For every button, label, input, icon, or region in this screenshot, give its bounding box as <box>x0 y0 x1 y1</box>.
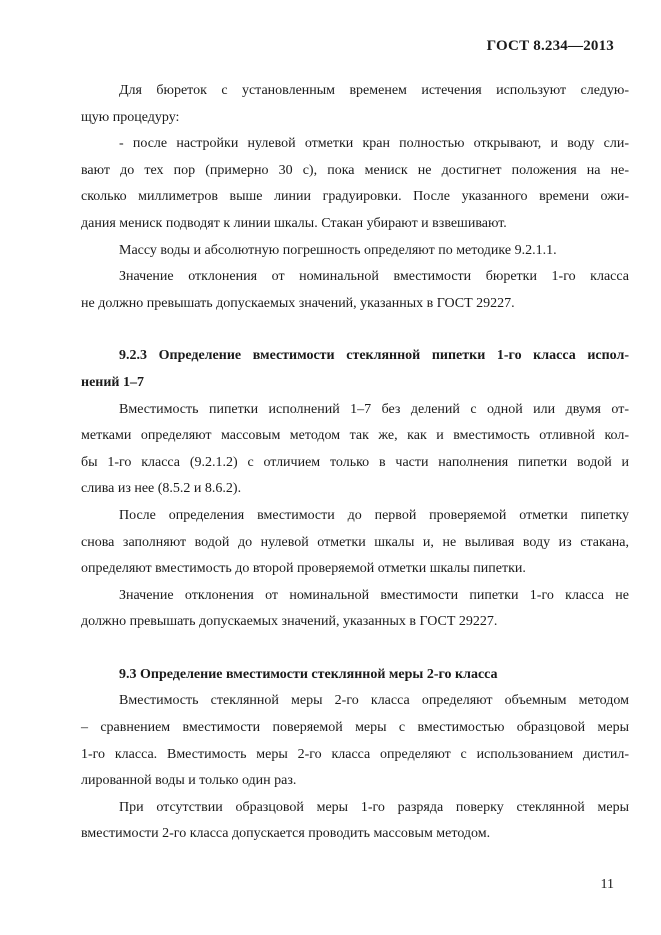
text-line: Значение отклонения от номинальной вместимости пипетки 1-го класса не <box>119 587 629 603</box>
text-line: лированной воды и только один раз. <box>81 773 297 789</box>
text-line: не должно превышать допускаемых значений, указанных в ГОСТ 29227. <box>81 295 515 311</box>
text-line: щую процедуру: <box>81 109 180 125</box>
paragraph-pipette-deviation <box>81 583 629 636</box>
heading-line: нений 1–7 <box>81 374 144 390</box>
paragraph-burette-procedure-intro <box>81 78 629 131</box>
text-line: После определения вместимости до первой проверяемой отметки пипетку <box>119 507 629 523</box>
text-line: снова заполняют водой до нулевой отметки шкалы и, не выливая воду из стакана, <box>81 534 629 550</box>
text-line: – сравнением вместимости поверяемой меры с вместимостью образцовой меры <box>81 720 629 736</box>
text-line: Массу воды и абсолютную погрешность определяют по методике 9.2.1.1. <box>119 242 557 258</box>
document-body <box>81 78 629 848</box>
paragraph-class2-volumetric <box>81 688 629 794</box>
text-line: вают до тех пор (примерно 30 с), пока мениск не достигнет положения на не- <box>81 162 629 178</box>
paragraph-gap <box>81 317 629 343</box>
heading-line: 9.3 Определение вместимости стеклянной меры 2-го класса <box>119 666 498 682</box>
text-line: - после настройки нулевой отметки кран полностью открывают, и воду сли- <box>119 136 629 152</box>
section-heading-9-3 <box>81 662 629 689</box>
paragraph-mass-method <box>81 238 629 265</box>
text-line: Вместимость пипетки исполнений 1–7 без делений с одной или двумя от- <box>119 401 629 417</box>
text-line: бы 1-го класса (9.2.1.2) с отличием только в части наполнения пипетки водой и <box>81 454 629 470</box>
paragraph-class2-mass-method <box>81 795 629 848</box>
text-line: определяют вместимость до второй проверяемой отметки шкалы пипетки. <box>81 561 526 577</box>
text-line: Значение отклонения от номинальной вместимости бюретки 1-го класса <box>119 269 629 285</box>
paragraph-burette-deviation <box>81 264 629 317</box>
text-line: Вместимость стеклянной меры 2-го класса определяют объемным методом <box>119 693 629 709</box>
paragraph-pipette-second-mark <box>81 503 629 583</box>
text-line: метками определяют массовым методом так же, как и вместимость отливной кол- <box>81 428 629 444</box>
text-line: 1-го класса. Вместимость меры 2-го класса определяют с использованием дистил- <box>81 746 629 762</box>
text-line: При отсутствии образцовой меры 1-го разряда поверку стеклянной меры <box>119 799 629 815</box>
heading-line: 9.2.3 Определение вместимости стеклянной пипетки 1-го класса испол- <box>119 348 629 364</box>
text-line: дания мениск подводят к линии шкалы. Стакан убирают и взвешивают. <box>81 215 507 231</box>
paragraph-pipette-capacity <box>81 397 629 503</box>
paragraph-burette-procedure-steps <box>81 131 629 237</box>
text-line: Для бюреток с установленным временем истечения используют следую- <box>119 83 629 98</box>
document-code-header: ГОСТ 8.234—2013 <box>486 38 614 54</box>
page-number: 11 <box>600 877 614 892</box>
text-line: слива из нее (8.5.2 и 8.6.2). <box>81 481 242 497</box>
section-heading-9-2-3 <box>81 343 629 396</box>
text-line: должно превышать допускаемых значений, указанных в ГОСТ 29227. <box>81 614 498 630</box>
text-line: вместимости 2-го класса допускается проводить массовым методом. <box>81 826 491 842</box>
paragraph-gap <box>81 636 629 662</box>
text-line: сколько миллиметров выше линии градуировки. После указанного времени ожи- <box>81 189 629 205</box>
